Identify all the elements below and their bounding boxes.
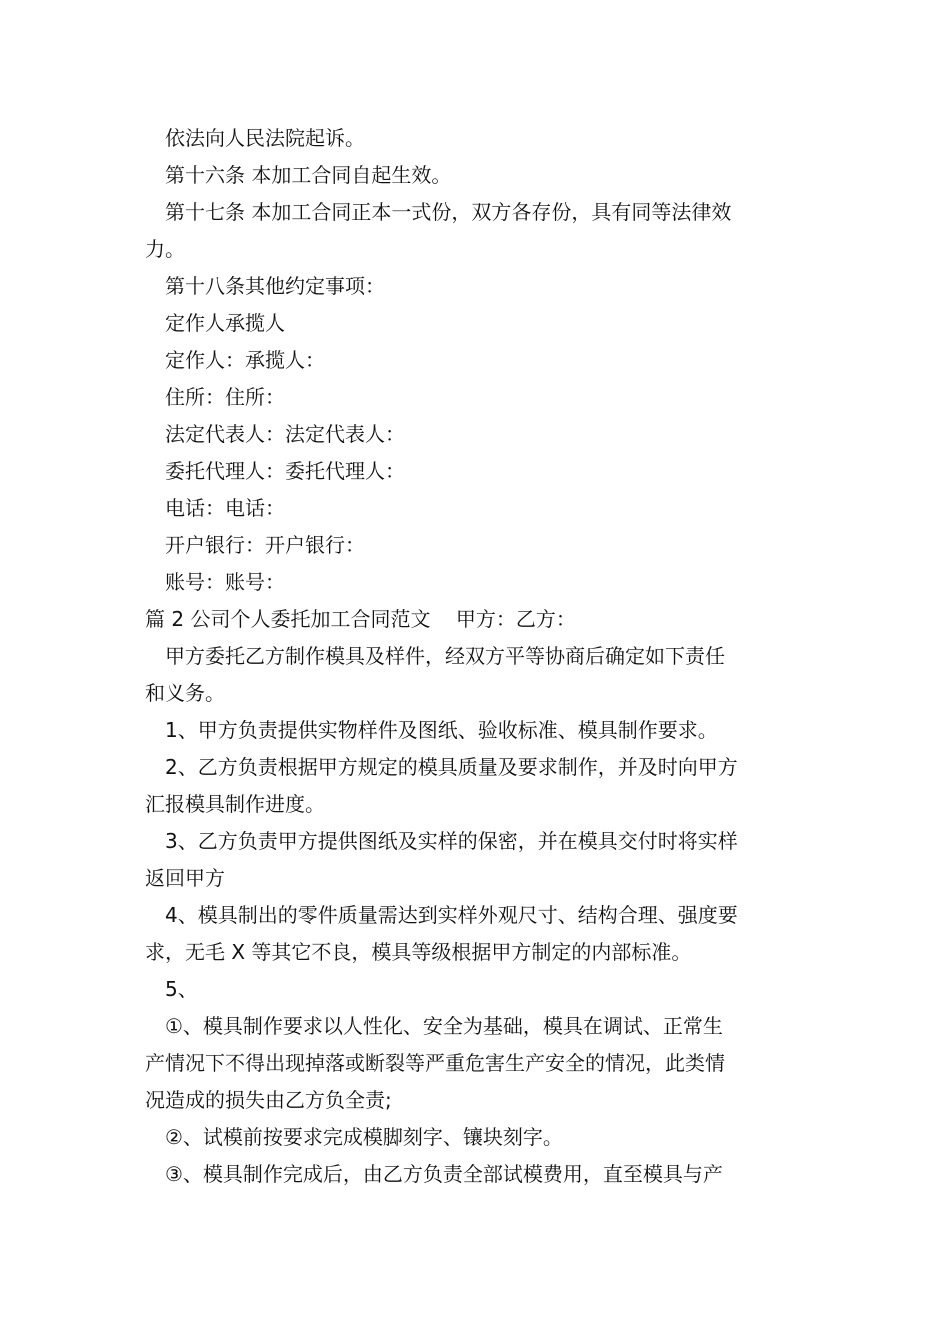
text-line: 5、 [165,977,198,1001]
text-line: ②、试模前按要求完成模脚刻字、镶块刻字。 [165,1125,563,1149]
text-line: 1、甲方负责提供实物样件及图纸、验收标准、模具制作要求。 [165,718,718,742]
text-line: 住所：住所： [165,385,285,409]
text-line: 定作人承揽人 [165,311,285,335]
text-line: 求，无毛 X 等其它不良，模具等级根据甲方制定的内部标准。 [145,940,692,964]
text-line: ①、模具制作要求以人性化、安全为基础，模具在调试、正常生 [165,1014,723,1038]
text-line: 力。 [145,237,185,261]
section-heading: 篇 2 公司个人委托加工合同范文 甲方：乙方： [145,607,576,631]
text-line: 4、模具制出的零件质量需达到实样外观尺寸、结构合理、强度要 [165,903,738,927]
text-line: 3、乙方负责甲方提供图纸及实样的保密，并在模具交付时将实样 [165,829,738,853]
text-line: 开户银行：开户银行： [165,533,365,557]
text-line: 第十八条其他约定事项： [165,274,385,298]
text-line: 第十六条 本加工合同自起生效。 [165,163,452,187]
text-line: 账号：账号： [165,570,285,594]
text-line: 第十七条 本加工合同正本一式份，双方各存份，具有同等法律效 [165,200,732,224]
text-line: 产情况下不得出现掉落或断裂等严重危害生产安全的情况，此类情 [145,1051,725,1075]
text-line: 汇报模具制作进度。 [145,792,325,816]
text-line: 法定代表人：法定代表人： [165,422,405,446]
text-line: 电话：电话： [165,496,285,520]
text-line: 况造成的损失由乙方负全责; [145,1088,392,1112]
text-line: 甲方委托乙方制作模具及样件，经双方平等协商后确定如下责任 [165,644,725,668]
text-line: 2、乙方负责根据甲方规定的模具质量及要求制作，并及时向甲方 [165,755,738,779]
text-line: 委托代理人：委托代理人： [165,459,405,483]
text-line: 依法向人民法院起诉。 [165,126,365,150]
text-line: ③、模具制作完成后，由乙方负责全部试模费用，直至模具与产 [165,1162,723,1186]
text-line: 返回甲方 [145,866,225,890]
text-line: 定作人：承揽人： [165,348,325,372]
text-line: 和义务。 [145,681,225,705]
